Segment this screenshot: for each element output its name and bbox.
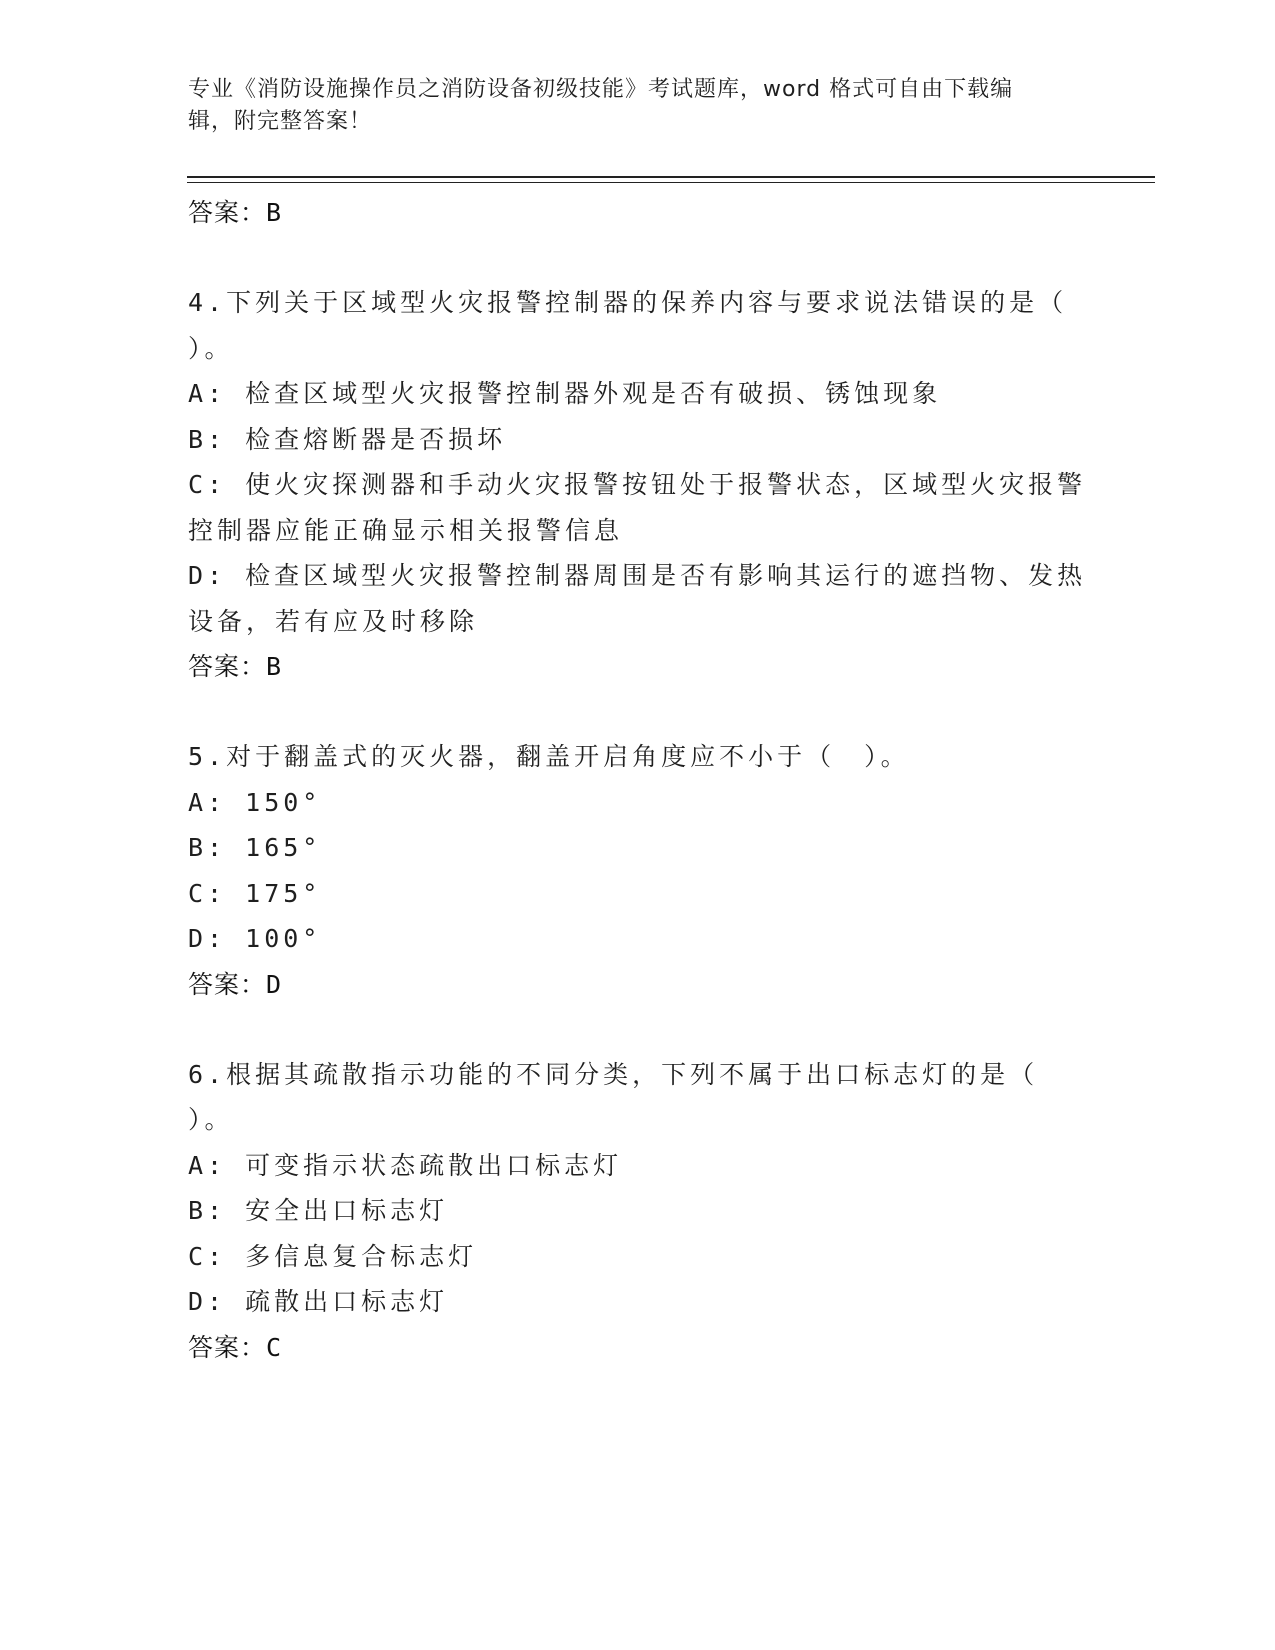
previous-answer	[188, 190, 1088, 235]
question-stem-line: ）。	[188, 1105, 234, 1134]
header-rule-thick	[187, 176, 1155, 178]
question-stem-line: 6.根据其疏散指示功能的不同分类，下列不属于出口标志灯的是（	[188, 1059, 1039, 1089]
option-text-line: B: 165°	[188, 833, 322, 862]
option-text-line: 控制器应能正确显示相关报警信息	[188, 515, 624, 545]
answer-option	[188, 371, 1088, 417]
option-text-line: D: 100°	[188, 924, 322, 953]
option-text-line: 设备，若有应及时移除	[188, 606, 479, 636]
question-stem-line: ）。	[188, 333, 234, 363]
answer-label: 答案：	[188, 652, 267, 681]
option-text-line: D: 疏散出口标志灯	[188, 1287, 449, 1316]
answer-option	[188, 825, 1088, 871]
question-block	[188, 734, 1088, 1007]
option-text-line: B: 检查熔断器是否损坏	[188, 424, 507, 454]
answer-key: B	[266, 198, 283, 227]
questions-container	[188, 280, 1088, 1370]
option-text-line: B: 安全出口标志灯	[188, 1196, 449, 1225]
answer-key: D	[266, 969, 283, 999]
answer-option	[188, 871, 1088, 917]
answer-label: 答案：	[188, 198, 267, 227]
option-text-line: A: 检查区域型火灾报警控制器外观是否有破损、锈蚀现象	[188, 379, 942, 408]
answer-line	[188, 962, 1088, 1007]
answer-line	[188, 1325, 1088, 1370]
answer-option	[188, 553, 1088, 644]
document-header	[188, 74, 1088, 138]
answer-option	[188, 1234, 1088, 1280]
question-block	[188, 280, 1088, 689]
header-line-2: 辑，附完整答案！	[188, 109, 373, 134]
answer-label: 答案：	[188, 969, 267, 999]
option-text-line: C: 使火灾探测器和手动火灾报警按钮处于报警状态，区域型火灾报警	[188, 470, 1087, 499]
option-text-line: D: 检查区域型火灾报警控制器周围是否有影响其运行的遮挡物、发热	[188, 561, 1087, 590]
answer-key: B	[266, 652, 283, 681]
option-text-line: A: 150°	[188, 787, 322, 817]
answer-key: C	[266, 1332, 283, 1362]
header-line-1: 专业《消防设施操作员之消防设备初级技能》考试题库，word 格式可自由下载编	[188, 77, 1014, 102]
option-text-line: C: 多信息复合标志灯	[188, 1241, 478, 1271]
answer-option	[188, 780, 1088, 826]
option-text-line: C: 175°	[188, 878, 322, 908]
question-stem-line: 5.对于翻盖式的灭火器，翻盖开启角度应不小于（ ）。	[188, 742, 910, 771]
question-block	[188, 1052, 1088, 1370]
answer-label: 答案：	[188, 1332, 267, 1362]
answer-option	[188, 1188, 1088, 1234]
question-list	[188, 190, 1088, 1370]
answer-option	[188, 916, 1088, 962]
answer-option	[188, 1143, 1088, 1189]
header-rule-thin	[187, 182, 1155, 183]
answer-option	[188, 462, 1088, 553]
answer-option	[188, 1279, 1088, 1325]
question-stem-line: 4.下列关于区域型火灾报警控制器的保养内容与要求说法错误的是（	[188, 288, 1068, 317]
answer-option	[188, 417, 1088, 463]
answer-line	[188, 644, 1088, 689]
option-text-line: A: 可变指示状态疏散出口标志灯	[188, 1150, 623, 1180]
